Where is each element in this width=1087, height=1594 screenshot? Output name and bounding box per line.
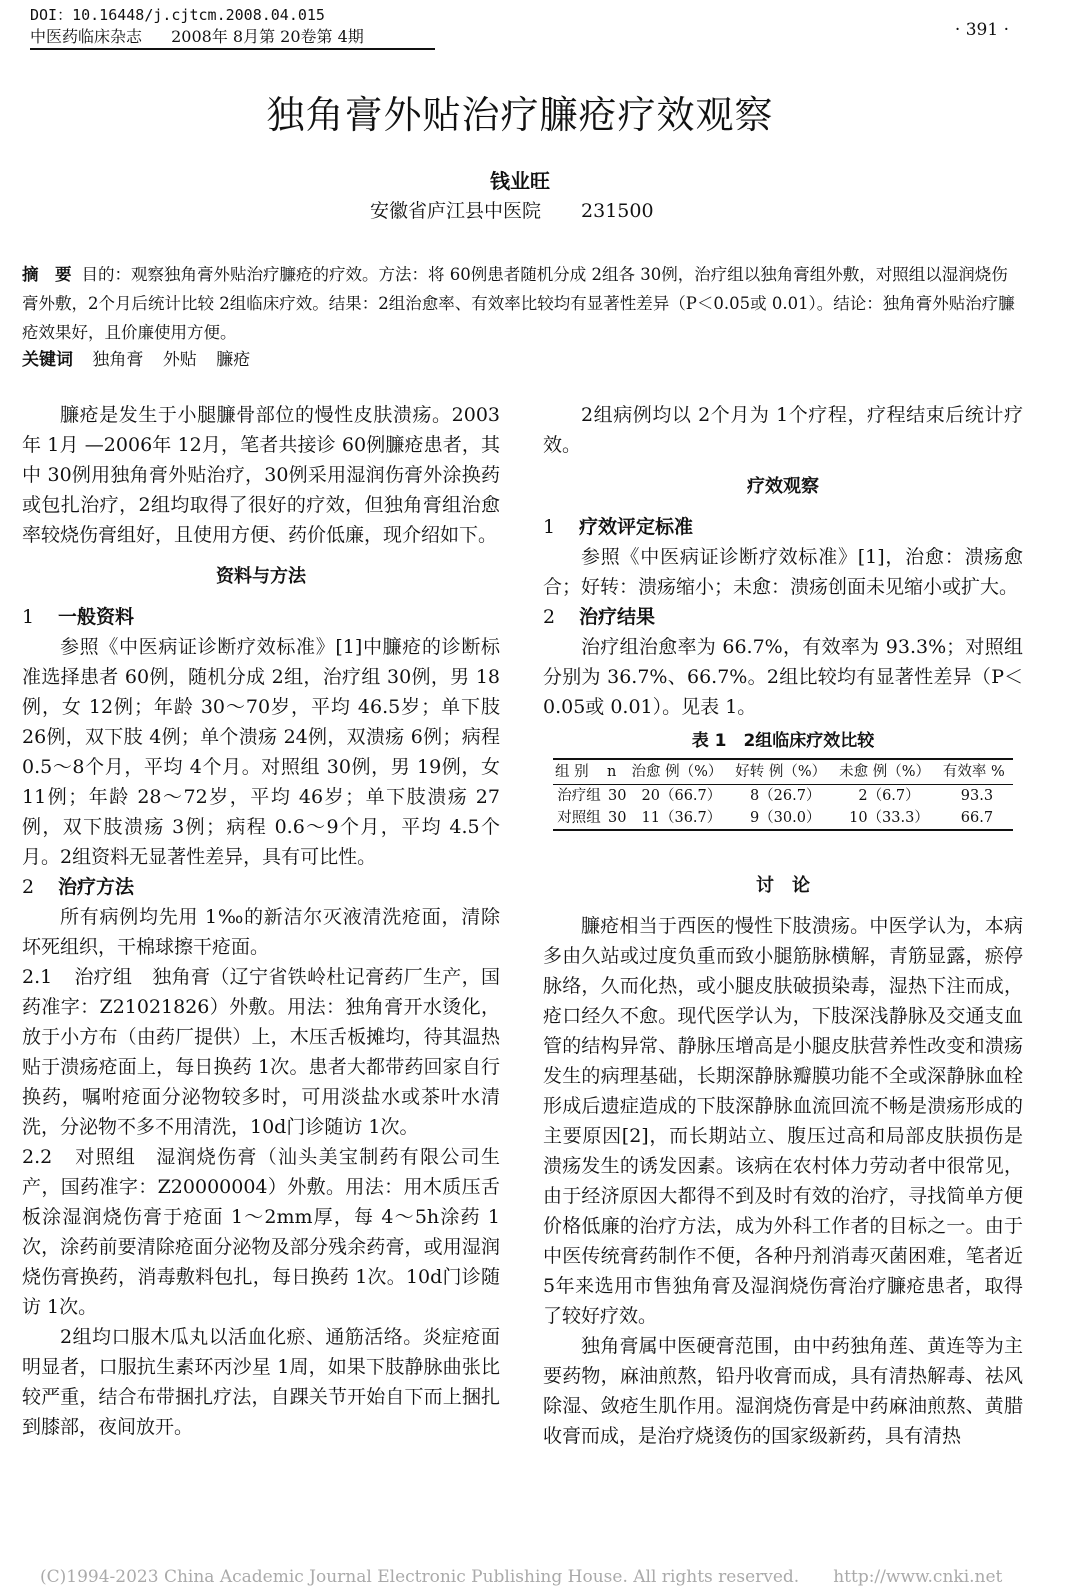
table-cell: 10（33.3） [837,807,941,830]
table-cell: 20（66.7） [641,788,722,804]
paragraph-text: 独角膏（辽宁省铁岭杜记膏药厂生产，国药准字：Z21021826）外敷。用法：独角膏开水烫化，放于小方布（由药厂提供）上，木压舌板摊均，待其温热贴于溃疡疮面上，每日换药 1次。患者大都带药回家自行换药，嘱咐疮面分泌物较多时，可用淡盐水或茶叶水清洗，分泌物不多不用清洗，10d门诊随访 1次。 [22,966,500,1138]
table-cell: 8（26.7） [749,788,821,804]
subsection-number: 2.2 [22,1146,53,1168]
doi-line: DOI：10.16448/j.cjtcm.2008.04.015 [30,6,325,24]
paragraph [22,1142,500,1322]
abstract [22,260,1022,347]
subsection-heading [22,602,500,632]
table-row [553,807,1013,830]
author: 钱业旺 [490,169,550,193]
results-table [553,758,1013,831]
keywords-label: 关键词 [22,350,73,370]
subsection-title: 对照组 [74,1146,137,1168]
subsection-number: 2 [22,876,35,898]
intro-paragraph: 臁疮是发生于小腿臁骨部位的慢性皮肤溃疡。2003年 1月 —2006年 12月，笔者共接诊 60例臁疮患者，其中 30例用独角膏外贴治疗，30例采用湿润伤膏外涂换药或包扎治疗，2组均取得了很好的疗效，但独角膏组治愈率较烧伤膏组好，且使用方便、药价低廉，现介绍如下。 [22,404,500,546]
table-cell: 9（30.0） [733,807,837,830]
page-number: · 391 · [954,20,1009,40]
keyword: 臁疮 [216,350,251,370]
affiliation-name: 安徽省庐江县中医院 [370,200,542,222]
paragraph: 2组病例均以 2个月为 1个疗程，疗程结束后统计疗效。 [543,404,1023,456]
subsection-number: 2.1 [22,966,53,988]
subsection-heading [543,512,1023,542]
table-caption: 表 1 2组临床疗效比较 [691,731,875,751]
paragraph-text: 湿润烧伤膏（汕头美宝制药有限公司生产，国药准字：Z20000004）外敷。用法：用木质压舌板涂湿润烧伤膏于疮面 1～2mm厚，每 4～5h涂药 1次，涂药前要清除疮面分泌物及部分残余药膏，或用湿润烧伤膏换药，消毒敷料包扎，每日换药 1次。10d门诊随访 1次。 [22,1146,500,1318]
table-cell: 66.7 [941,807,1013,830]
affiliation [370,196,654,223]
article-title: 独角膏外贴治疗臁疮疗效观察 [266,93,774,137]
copyright-footer: (C)1994-2023 China Academic Journal Electronic Publishing House. All rights reserved. http://www.cnki.net [40,1567,1003,1587]
subsection-number: 2 [543,606,556,628]
journal-header [30,24,435,50]
table-header: n [605,759,630,785]
keywords [22,345,264,370]
paragraph: 臁疮相当于西医的慢性下肢溃疡。中医学认为，本病多由久站或过度负重而致小腿筋脉横解，青筋显露，瘀停脉络，久而化热，或小腿皮肤破损染毒，湿热下注而成，疮口经久不愈。现代医学认为，下肢深浅静脉及交通支血管的结构异常、静脉压增高是小腿皮肤营养性改变和溃疡发生的病理基础，长期深静脉瓣膜功能不全或深静脉血栓形成后遗症造成的下肢深静脉血流回流不畅是溃疡形成的主要原因[2]，而长期站立、腹压过高和局部皮肤损伤是溃疡发生的诱发因素。该病在农村体力劳动者中很常见，由于经济原因大都得不到及时有效的治疗，寻找简单方便价格低廉的治疗方法，成为外科工作者的目标之一。由于中医传统膏药制作不便，各种丹剂消毒灭菌困难，笔者近 5年来选用市售独角膏及湿润烧伤膏治疗臁疮患者，取得了较好疗效。 [543,915,1023,1327]
table-header-row [553,759,1013,785]
paragraph: 治疗组治愈率为 66.7%，有效率为 93.3%；对照组分别为 36.7%、66.7%。2组比较均有显著性差异（P＜0.05或 0.01）。见表 1。 [543,636,1023,718]
subsection-number: 1 [22,606,35,628]
paragraph: 参照《中医病证诊断疗效标准》[1]，治愈：溃疡愈合；好转：溃疡缩小；未愈：溃疡创面未见缩小或扩大。 [543,546,1023,598]
table-header: 好转 例（%） [733,759,837,785]
section-heading-discussion: 讨 论 [756,875,810,896]
subsection-title: 疗效评定标准 [579,516,694,538]
section-heading-methods: 资料与方法 [216,566,306,587]
table-cell: 对照组 [553,807,605,830]
table-header: 有效率 % [941,759,1013,785]
paragraph: 所有病例均先用 1‰的新洁尔灭液清洗疮面，清除坏死组织，干棉球擦干疮面。 [22,906,500,958]
table-cell: 治疗组 [557,788,601,804]
paragraph: 2组均口服木瓜丸以活血化瘀、通筋活络。炎症疮面明显者，口服抗生素环丙沙星 1周，如果下肢静脉曲张比较严重，结合布带捆扎疗法，自踝关节开始自下而上捆扎到膝部，夜间放开。 [22,1326,500,1438]
subsection-title: 治疗组 [74,966,133,988]
table-cell: 30 [605,807,630,830]
table-header: 组 别 [553,759,605,785]
table-cell: 11（36.7） [630,807,734,830]
journal-name: 中医药临床杂志 [30,27,143,46]
table-header: 治愈 例（%） [630,759,734,785]
subsection-title: 治疗结果 [579,606,656,628]
subsection-number: 1 [543,516,556,538]
table-header: 未愈 例（%） [837,759,941,785]
paragraph [22,962,500,1142]
abstract-label: 摘 要 [22,265,72,284]
affiliation-zip: 231500 [581,200,654,222]
table-cell: 30 [608,788,627,804]
paragraph: 参照《中医病证诊断疗效标准》[1]中臁疮的诊断标准选择患者 60例，随机分成 2组，治疗组 30例，男 18例，女 12例；年龄 30～70岁，平均 46.5岁；单下肢 26例，双下肢 4例；单个溃疡 24例，双溃疡 6例；病程 0.5～8个月，平均 4个月。对照组 30例，男 19例，女 11例；年龄 28～72岁，平均 46岁；单下肢溃疡 27例，双下肢溃疡 3例；病程 0.6～9个月，平均 4.5个月。2组资料无显著性差异，具有可比性。 [22,636,500,868]
subsection-heading [543,602,1023,632]
right-column [543,400,1023,1451]
keyword: 外贴 [162,350,197,370]
left-column [22,400,500,1442]
subsection-title: 治疗方法 [58,876,135,898]
section-heading-results: 疗效观察 [747,476,819,497]
journal-issue: 2008年 8月第 20卷第 4期 [171,27,364,46]
subsection-title: 一般资料 [58,606,135,628]
subsection-heading [22,872,500,902]
abstract-text: 目的：观察独角膏外贴治疗臁疮的疗效。方法：将 60例患者随机分成 2组各 30例，治疗组以独角膏组外敷，对照组以湿润烧伤膏外敷，2个月后统计比较 2组临床疗效。结果：2组治愈率、有效率比较均有显著性差异（P＜0.05或 0.01）。结论：独角膏外贴治疗臁疮效果好，且价廉使用方便。 [22,265,1015,342]
table-cell: 2（6.7） [858,788,920,804]
table-row [553,785,1013,808]
table-cell: 93.3 [960,788,994,804]
keyword: 独角膏 [92,350,144,370]
paragraph: 独角膏属中医硬膏范围，由中药独角莲、黄连等为主要药物，麻油煎熬，铅丹收膏而成，具有清热解毒、祛风除湿、敛疮生肌作用。湿润烧伤膏是中药麻油煎熬、黄腊收膏而成，是治疗烧烫伤的国家级新药，具有清热 [543,1335,1023,1447]
